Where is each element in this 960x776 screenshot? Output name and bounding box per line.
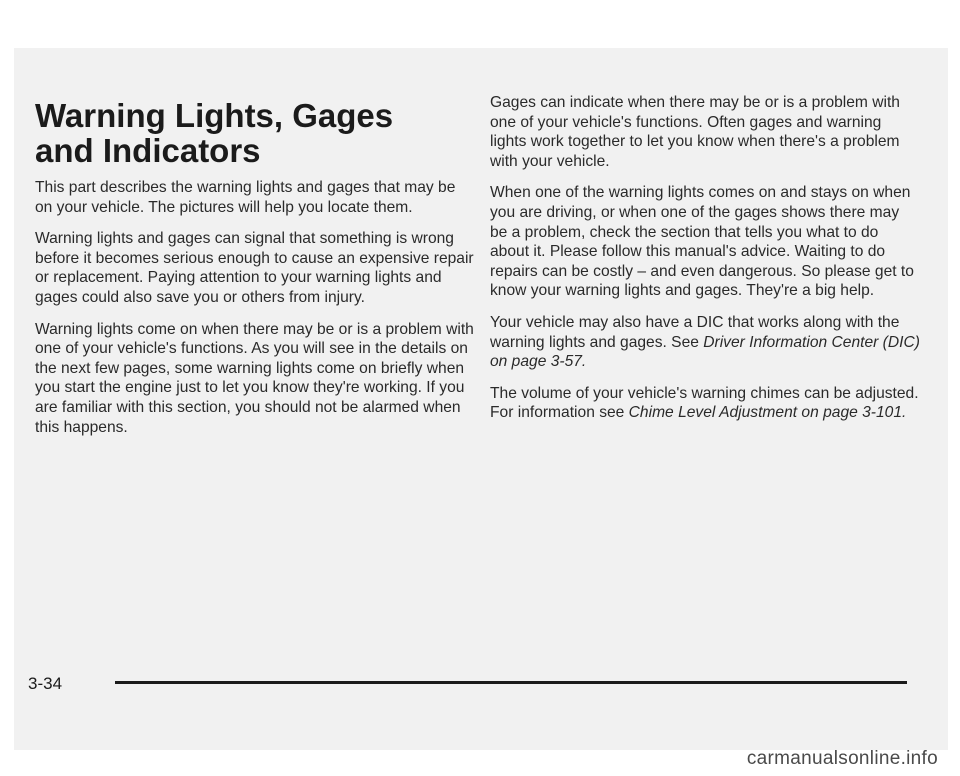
paragraph-come-on: Warning lights come on when there may be or is a problem with one of your vehicle's functions. As you will see in the details on the next few pages, some warning lights come on briefly when you start the engine just to let you know they're working. If you are familiar with this section, you should not be alarmed when this happens.: [35, 320, 474, 436]
paragraph-gages: Gages can indicate when there may be or is a problem with one of your vehicle's functions. Often gages and warning lights work together to let you know when there's a problem with your vehicle.: [490, 94, 900, 170]
manual-page: [14, 48, 948, 750]
watermark: carmanualsonline.info: [746, 748, 938, 769]
chime-page-reference: Chime Level Adjustment on page 3-101.: [628, 404, 907, 422]
section-heading: Warning Lights, Gages and Indicators: [35, 97, 394, 169]
paragraph-chimes-text: The volume of your vehicle's warning chimes can be adjusted. For information see: [490, 384, 919, 422]
paragraph-signal: Warning lights and gages can signal that something is wrong before it becomes serious enough to cause an expensive repair or replacement. Paying attention to your warning lights and gages could also save you or others from injury.: [35, 230, 474, 306]
paragraph-dic: [490, 313, 920, 372]
paragraph-stays-on: When one of the warning lights comes on and stays on when you are driving, or when one of the gages shows there may be a problem, check the section that tells you what to do about it. Please follow this manual's advice. Waiting to do repairs can be costly – and even dangerous. So please get to know your warning lights and gages. They're a big help.: [490, 184, 914, 300]
left-column: [35, 98, 475, 449]
right-column: [490, 93, 920, 435]
paragraph-chimes: [490, 384, 920, 423]
footer-rule: [115, 681, 907, 684]
dic-page-reference: Driver Information Center (DIC) on page 3-57.: [490, 333, 920, 371]
paragraph-intro: This part describes the warning lights and gages that may be on your vehicle. The pictures will help you locate them.: [35, 179, 456, 216]
paragraph-dic-text: Your vehicle may also have a DIC that works along with the warning lights and gages. See: [490, 313, 900, 351]
page-number: 3-34: [28, 674, 63, 693]
